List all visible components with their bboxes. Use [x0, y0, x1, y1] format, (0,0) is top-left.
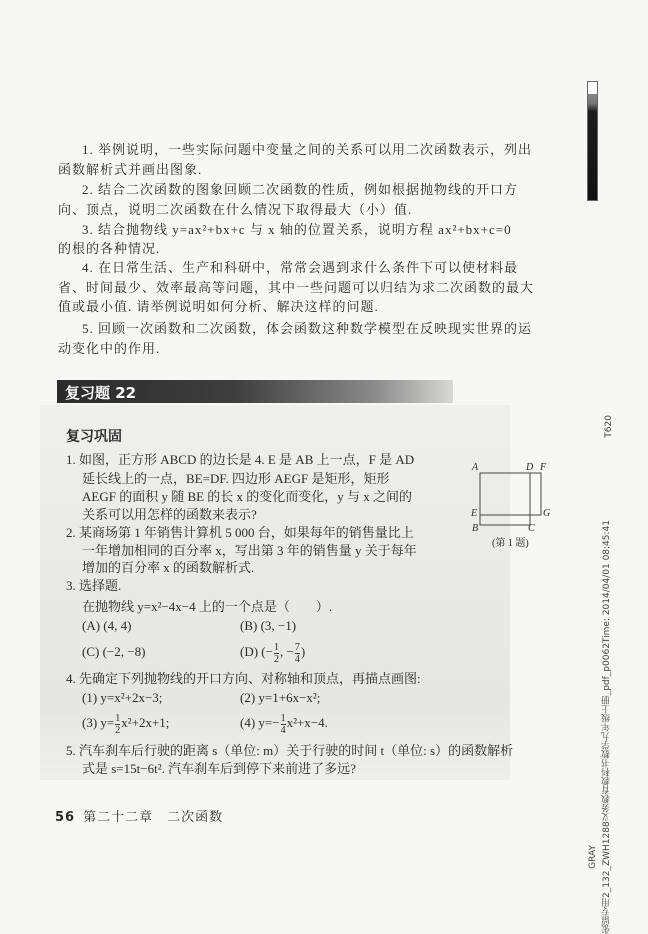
- q3-d-frac-x: [274, 642, 279, 665]
- q3-title: 3. 选择题.: [66, 578, 122, 593]
- review-header-bar: [57, 380, 453, 403]
- p4-post: x²+x−4.: [286, 715, 328, 730]
- p4-frac: [281, 713, 286, 736]
- section-heading: 复习巩固: [66, 429, 122, 445]
- summary-1-line-1: 1. 举例说明，一些实际问题中变量之间的关系可以用二次函数表示，列出: [82, 142, 533, 157]
- num: 1: [115, 712, 121, 724]
- summary-4-line-1: 4. 在日常生活、生产和科研中，常常会遇到求什么条件下可以使材料最: [82, 260, 519, 275]
- p3-post: x²+2x+1;: [121, 715, 170, 730]
- q4-title: 4. 先确定下列抛物线的开口方向、对称轴和顶点，再描点画图:: [66, 671, 421, 686]
- label-c: C: [528, 523, 535, 534]
- q4-part-2: (2) y=1+6x−x²;: [240, 690, 321, 705]
- q4-part-3: [82, 707, 169, 739]
- q3-option-c: (C) (−2, −8): [82, 644, 146, 659]
- den: 4: [280, 724, 286, 736]
- num: 1: [280, 712, 286, 724]
- label-b: B: [472, 523, 479, 534]
- summary-5-line-2: 动变化中的作用.: [58, 341, 161, 356]
- num: 7: [294, 641, 300, 653]
- summary-5-line-1: 5. 回顾一次函数和二次函数，体会函数这种数学模型在反映现实世界的运: [82, 321, 533, 336]
- q1-line-3: AEGF 的面积 y 随 BE 的长 x 的变化而变化，y 与 x 之间的: [82, 489, 413, 504]
- page-edge-marker: [587, 81, 598, 201]
- p3-frac: [115, 713, 120, 736]
- den: 2: [115, 724, 121, 736]
- figure-caption: (第 1 题): [492, 538, 529, 549]
- q3-option-a: (A) (4, 4): [82, 618, 132, 633]
- page-number: 56: [55, 810, 76, 825]
- figure-square-abcd: [470, 460, 560, 549]
- q4-part-1: (1) y=x²+2x−3;: [82, 690, 163, 705]
- q3-option-b: (B) (3, −1): [240, 618, 297, 633]
- q4-part-4: [240, 707, 328, 739]
- geometry-diagram: [470, 460, 560, 545]
- stamp-file-info: 张留专用2_132_ZWH1288义务教育教科书数学九年级上册_pdf_p0062Time: 2014/04/01 08:45:41: [602, 520, 612, 934]
- label-e: E: [471, 508, 478, 519]
- chapter-title: 第二十二章 二次函数: [83, 810, 224, 825]
- den: 2: [273, 653, 279, 665]
- summary-4-line-2: 省、时间最少、效率最高等问题，其中一些问题可以归结为求二次函数的最大: [58, 280, 535, 295]
- den: 4: [294, 653, 300, 665]
- q2-line-2: 一年增加相同的百分率 x，写出第 3 年的销售量 y 关于每年: [82, 543, 417, 558]
- q3-d-frac-y: [295, 642, 300, 665]
- label-a: A: [472, 462, 479, 473]
- q3-d-label: (D): [240, 644, 259, 659]
- q5-line-2: 式是 s=15t−6t². 汽车刹车后到停下来前进了多远?: [82, 761, 356, 776]
- q3-d-close: ): [300, 644, 306, 659]
- p3-pre: (3) y=: [82, 715, 115, 730]
- p4-pre: (4) y=−: [240, 715, 280, 730]
- summary-4-line-3: 值或最小值. 请举例说明如何分析、解决这样的问题.: [58, 299, 379, 314]
- review-title: 复习题 22: [65, 384, 137, 402]
- stamp-color-mode: GRAY: [588, 845, 598, 869]
- q2-line-1: 2. 某商场第 1 年销售计算机 5 000 台，如果每年的销售量比上: [66, 525, 414, 540]
- q2-line-3: 增加的百分率 x 的函数解析式.: [82, 560, 255, 575]
- num: 1: [273, 641, 279, 653]
- q3-d-sign-y: , −: [279, 644, 294, 659]
- summary-3-line-1: 3. 结合抛物线 y=ax²+bx+c 与 x 轴的位置关系，说明方程 ax²+bx+c=0: [82, 222, 512, 237]
- q3-stem: 在抛物线 y=x²−4x−4 上的一个点是（ ）.: [82, 599, 333, 614]
- q1-line-2: 延长线上的一点，BE=DF. 四边形 AEGF 是矩形，矩形: [82, 471, 390, 486]
- label-f: F: [540, 462, 547, 473]
- summary-1-line-2: 函数解析式并画出图象.: [58, 162, 203, 177]
- q1-line-4: 关系可以用怎样的函数来表示?: [82, 507, 257, 522]
- q3-d-sign-x: (−: [261, 644, 273, 659]
- page-footer: [55, 806, 223, 825]
- label-d: D: [526, 462, 534, 473]
- summary-2-line-1: 2. 结合二次函数的图象回顾二次函数的性质，例如根据抛物线的开口方: [82, 182, 519, 197]
- summary-3-line-2: 的根的各种情况.: [58, 241, 161, 256]
- stamp-code: T620: [604, 415, 614, 438]
- summary-2-line-2: 向、顶点，说明二次函数在什么情况下取得最大（小）值.: [58, 202, 413, 217]
- q1-line-1: 1. 如图，正方形 ABCD 的边长是 4. E 是 AB 上一点，F 是 AD: [66, 452, 415, 467]
- q3-option-d: [240, 636, 305, 668]
- label-g: G: [543, 508, 551, 519]
- q5-line-1: 5. 汽车刹车后行驶的距离 s（单位: m）关于行驶的时间 t（单位: s）的函数解析: [66, 743, 514, 758]
